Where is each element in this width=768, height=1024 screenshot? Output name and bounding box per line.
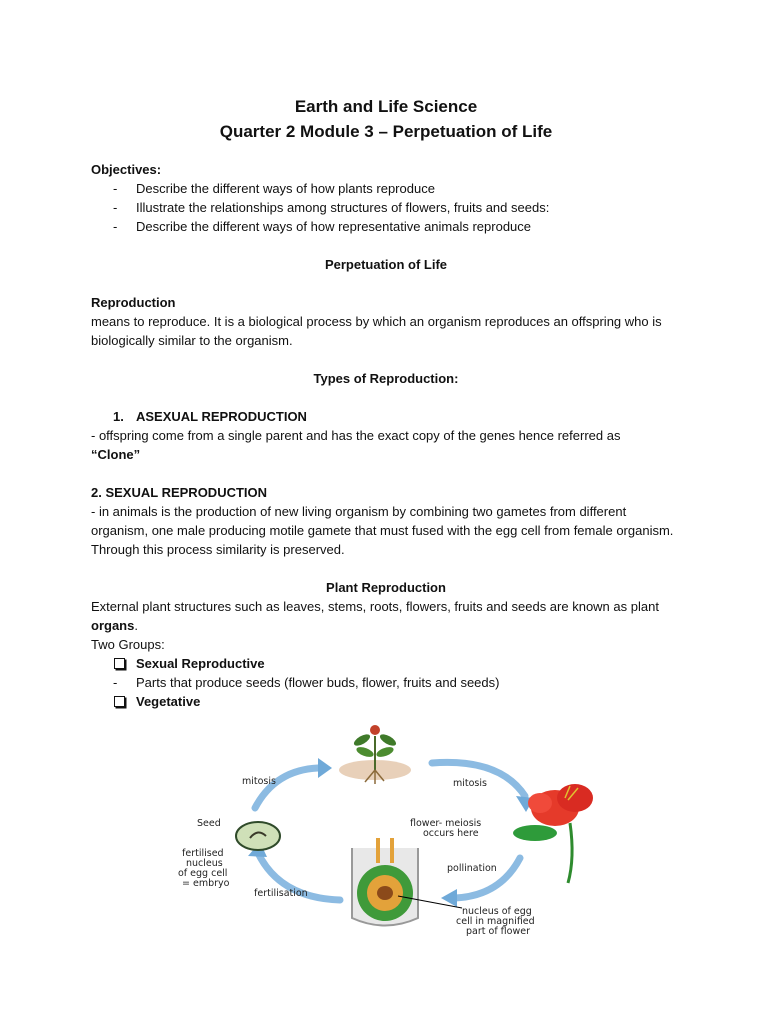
label-nucleus-3: part of flower <box>466 926 530 937</box>
doc-subtitle: Quarter 2 Module 3 – Perpetuation of Life <box>219 122 553 141</box>
asexual-heading <box>91 407 681 426</box>
doc-title: Earth and Life Science <box>294 97 478 116</box>
label-mitosis-left: mitosis <box>242 776 276 787</box>
label-flower-1: flower- meiosis <box>410 818 482 829</box>
clone-term: “Clone” <box>91 447 141 462</box>
reproduction-heading: Reproduction <box>91 295 176 310</box>
label-nucleus-1: nucleus of egg <box>462 906 532 917</box>
plant-life-cycle-diagram <box>170 718 620 938</box>
section-title: Perpetuation of Life <box>324 257 448 272</box>
group-list <box>91 654 681 673</box>
arrow-mitosis-left <box>255 768 318 808</box>
seed-icon <box>236 822 280 850</box>
group-item-sexual <box>91 654 681 673</box>
objective-item: - Describe the different ways of how representative animals reproduce <box>91 217 681 236</box>
checkbox-icon <box>114 658 125 669</box>
objectives-list <box>91 179 681 236</box>
group-label: Vegetative <box>136 694 201 709</box>
group-list-2 <box>91 692 681 711</box>
plant-text-main: External plant structures such as leaves, stems, roots, flowers, fruits and seeds are known as plant <box>91 599 659 614</box>
label-fertilisation: fertilisation <box>254 888 308 899</box>
plant-text-end: . <box>134 618 138 633</box>
sexual-number: 2. <box>91 485 102 500</box>
objective-item: - Illustrate the relationships among structures of flowers, fruits and seeds: <box>91 198 681 217</box>
group-label: Sexual Reproductive <box>136 656 265 671</box>
label-embryo-2: nucleus <box>186 858 223 869</box>
types-title: Types of Reproduction: <box>313 371 459 386</box>
asexual-title: ASEXUAL REPRODUCTION <box>136 409 307 424</box>
label-seed: Seed <box>197 818 221 829</box>
plant-heading: Plant Reproduction <box>326 580 446 595</box>
checkbox-icon <box>114 696 125 707</box>
group-item-vegetative <box>91 692 681 711</box>
sexual-heading <box>91 483 681 502</box>
label-embryo-3: of egg cell <box>178 868 228 879</box>
label-nucleus-2: cell in magnified <box>456 916 535 927</box>
group-detail-list <box>91 673 681 692</box>
plant-text <box>91 597 681 635</box>
label-embryo-1: fertilised <box>182 848 224 859</box>
document-page <box>91 94 681 711</box>
label-embryo-4: = embryo <box>182 878 230 889</box>
reproduction-text: means to reproduce. It is a biological process by which an organism reproduces an offspring who is biologically similar to the organism. <box>91 314 662 348</box>
groups-label: Two Groups: <box>91 637 165 652</box>
asexual-number: 1. <box>113 409 124 424</box>
group-detail: - Parts that produce seeds (flower buds, flower, fruits and seeds) <box>91 673 681 692</box>
objectives-heading: Objectives: <box>91 162 162 177</box>
sexual-title: SEXUAL REPRODUCTION <box>105 485 268 500</box>
objective-item: - Describe the different ways of how plants reproduce <box>91 179 681 198</box>
sexual-text: - in animals is the production of new living organism by combining two gametes from different organism, one male producing motile gamete that must fused with the egg cell from female organism. Through this process similarity is preserved. <box>91 504 674 557</box>
seedling-icon <box>339 725 411 784</box>
label-flower-2: occurs here <box>423 828 479 839</box>
ovary-icon <box>352 838 462 926</box>
label-pollination: pollination <box>447 863 497 874</box>
asexual-text: - offspring come from a single parent and has the exact copy of the genes hence referred as <box>91 428 621 443</box>
label-mitosis-right: mitosis <box>453 778 487 789</box>
plant-text-organs: organs <box>91 618 135 633</box>
